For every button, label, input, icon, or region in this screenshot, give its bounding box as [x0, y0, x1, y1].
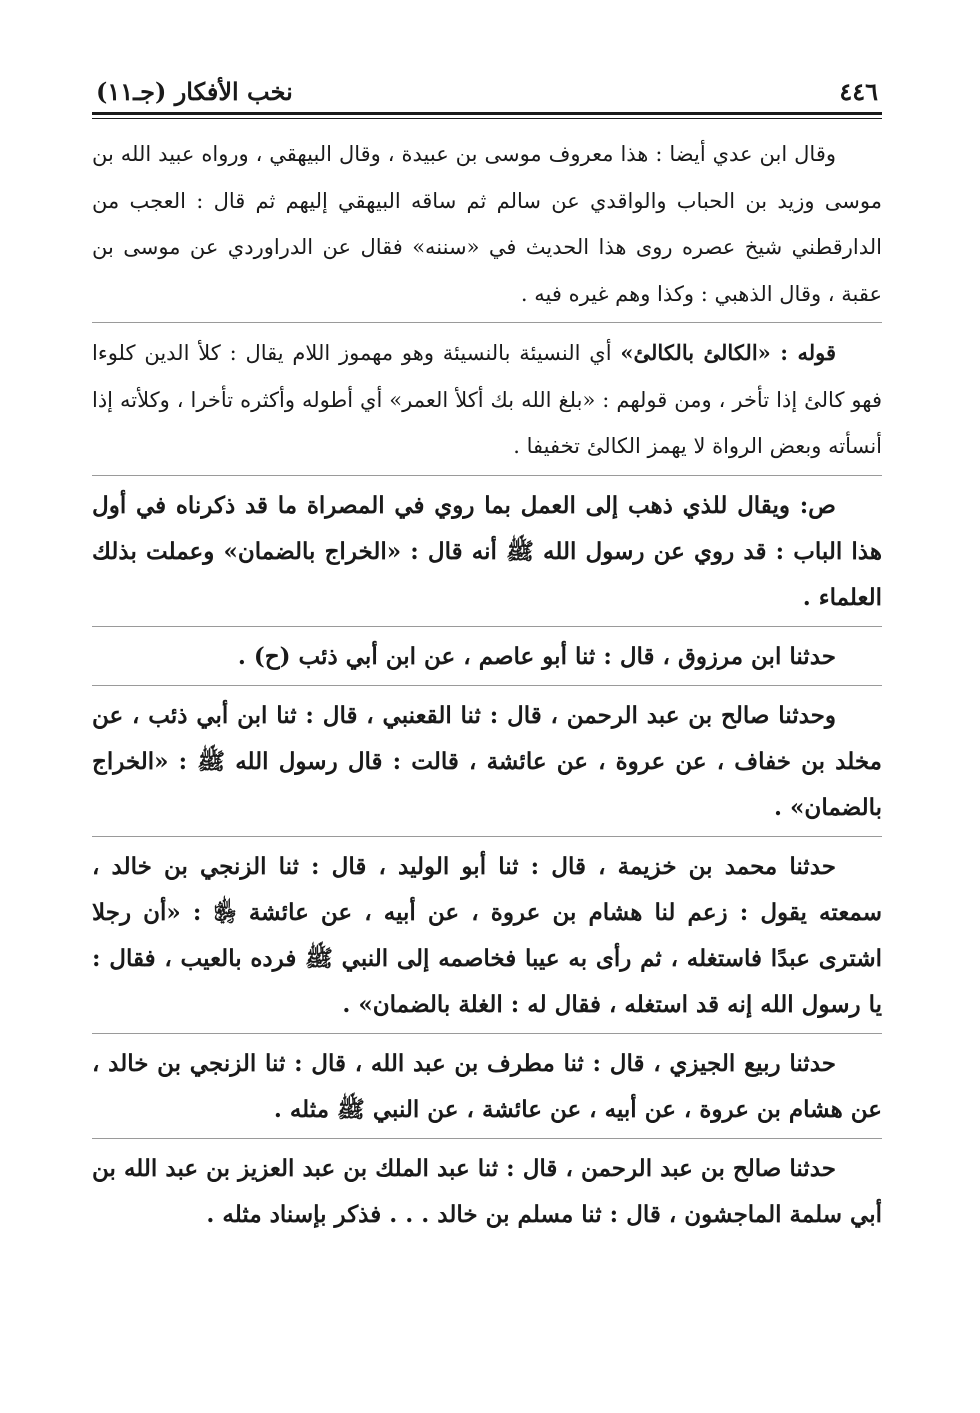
- main-text-paragraph: ص: ويقال للذي ذهب إلى العمل بما روي في المصراة ما قد ذكرناه في أول هذا الباب : قد روي عن رسول الله ﷺ أنه قال : «الخراج بالضمان» وعملت بذلك العلماء .: [92, 491, 882, 611]
- page-body: [92, 131, 882, 1238]
- paragraph-separator: [92, 322, 882, 323]
- commentary-text: أي النسيئة بالنسيئة وهو مهموز اللام يقال : كلأ الدين كلوءا فهو كالئ إذا تأخر ، ومن قولهم : «بلغ الله بك أكلأ العمر» أي أطوله وأكثره تأخرا ، وكلأته إذا أنسأته وبعض الرواة لا يهمز الكالئ تخفيفا .: [92, 341, 882, 458]
- header-rule-thick: [92, 112, 882, 115]
- header-rule-thin: [92, 118, 882, 119]
- running-header: [92, 60, 882, 112]
- hadith-chain: حدثنا محمد بن خزيمة ، قال : ثنا أبو الوليد ، قال : ثنا الزنجي بن خالد ، سمعته يقول : زعم لنا هشام بن عروة ، عن أبيه ، عن عائشة ﵂ : «أن رجلا اشترى عبدًا فاستغله ، ثم رأى به عيبا فخاصمه إلى النبي ﷺ فرده بالعيب ، فقال : يا رسول الله إنه قد استغله ، فقال له : الغلة بالضمان» .: [92, 852, 882, 1018]
- paragraph-separator: [92, 626, 882, 627]
- paragraph-separator: [92, 836, 882, 837]
- hadith-chain: حدثنا ابن مرزوق ، قال : ثنا أبو عاصم ، عن ابن أبي ذئب (ح) .: [237, 642, 836, 670]
- hadith-chain: وحدثنا صالح بن عبد الرحمن ، قال : ثنا القعنبي ، قال : ثنا ابن أبي ذئب ، عن مخلد بن خفاف ، عن عروة ، عن عائشة ، قالت : قال رسول الله ﷺ : «الخراج بالضمان» .: [92, 701, 882, 821]
- paragraph-separator: [92, 1033, 882, 1034]
- hadith-chain: حدثنا ربيع الجيزي ، قال : ثنا مطرف بن عبد الله ، قال : ثنا الزنجي بن خالد ، عن هشام بن عروة ، عن أبيه ، عن عائشة ، عن النبي ﷺ مثله .: [92, 1049, 882, 1123]
- page-number: ٤٤٦: [839, 77, 878, 106]
- paragraph-separator: [92, 1138, 882, 1139]
- commentary-paragraph: [92, 330, 882, 470]
- quoted-lemma: قوله : «الكالئ بالكالئ»: [620, 340, 836, 365]
- commentary-paragraph: وقال ابن عدي أيضا : هذا معروف موسى بن عبيدة ، وقال البيهقي ، ورواه عبيد الله بن موسى وزيد بن الحباب والواقدي عن سالم ثم ساقه البيهقي إليهم ثم قال : العجب من الدارقطني شيخ عصره روى هذا الحديث في «سننه» فقال عن الدراوردي عن موسى بن عقبة ، وقال الذهبي : وكذا وهم غيره فيه .: [92, 142, 882, 306]
- book-title: نخب الأفكار (جـ١١): [96, 77, 293, 106]
- hadith-chain: حدثنا صالح بن عبد الرحمن ، قال : ثنا عبد الملك بن عبد العزيز بن عبد الله بن أبي سلمة الماجشون ، قال : ثنا مسلم بن خالد . . . فذكر بإسناد مثله .: [92, 1154, 882, 1228]
- paragraph-separator: [92, 685, 882, 686]
- paragraph-separator: [92, 475, 882, 476]
- book-page: [92, 60, 882, 1238]
